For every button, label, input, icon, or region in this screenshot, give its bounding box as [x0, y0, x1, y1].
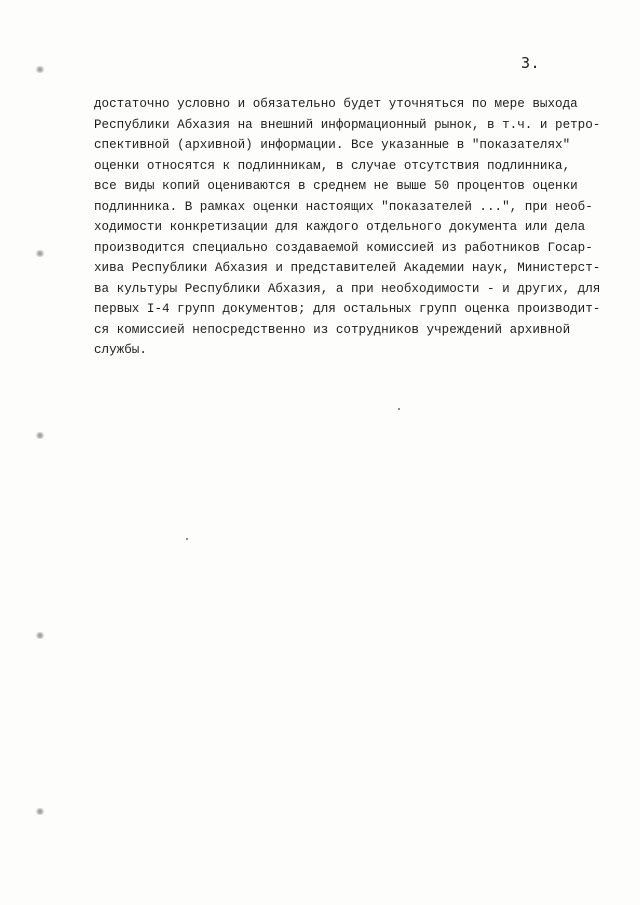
text-line: спективной (архивной) информации. Все указанные в "показателях"	[94, 138, 571, 152]
text-line: Республики Абхазия на внешний информационный рынок, в т.ч. и ретро-	[94, 117, 601, 132]
text-line: оценки относятся к подлинникам, в случае отсутствия подлинника,	[94, 158, 571, 173]
text-line: службы.	[94, 343, 147, 357]
punch-hole-mark	[35, 632, 45, 639]
body-paragraph	[94, 94, 624, 361]
page-number: 3.	[521, 54, 541, 72]
text-line: первых I-4 групп документов; для остальных групп оценка производит-	[94, 302, 601, 316]
punch-hole-mark	[35, 808, 45, 815]
text-line: достаточно условно и обязательно будет уточняться по мере выхода	[94, 97, 578, 111]
punch-hole-mark	[35, 432, 45, 439]
text-line: ся комиссией непосредственно из сотрудников учреждений архивной	[94, 322, 571, 337]
punch-hole-mark	[35, 66, 45, 73]
paper-speck	[398, 408, 400, 410]
text-line: подлинника. В рамках оценки настоящих "показателей ...", при необ-	[94, 199, 593, 214]
text-line: ходимости конкретизации для каждого отдельного документа или дела	[94, 220, 586, 234]
text-line: хива Республики Абхазия и представителей Академии наук, Министерст-	[94, 261, 601, 275]
paper-speck	[186, 538, 188, 540]
text-line: производится специально создаваемой комиссией из работников Госар-	[94, 240, 593, 255]
punch-hole-mark	[35, 250, 45, 257]
text-line: все виды копий оцениваются в среднем не выше 50 процентов оценки	[94, 179, 578, 193]
text-line: ва культуры Республики Абхазия, а при необходимости - и других, для	[94, 281, 601, 296]
